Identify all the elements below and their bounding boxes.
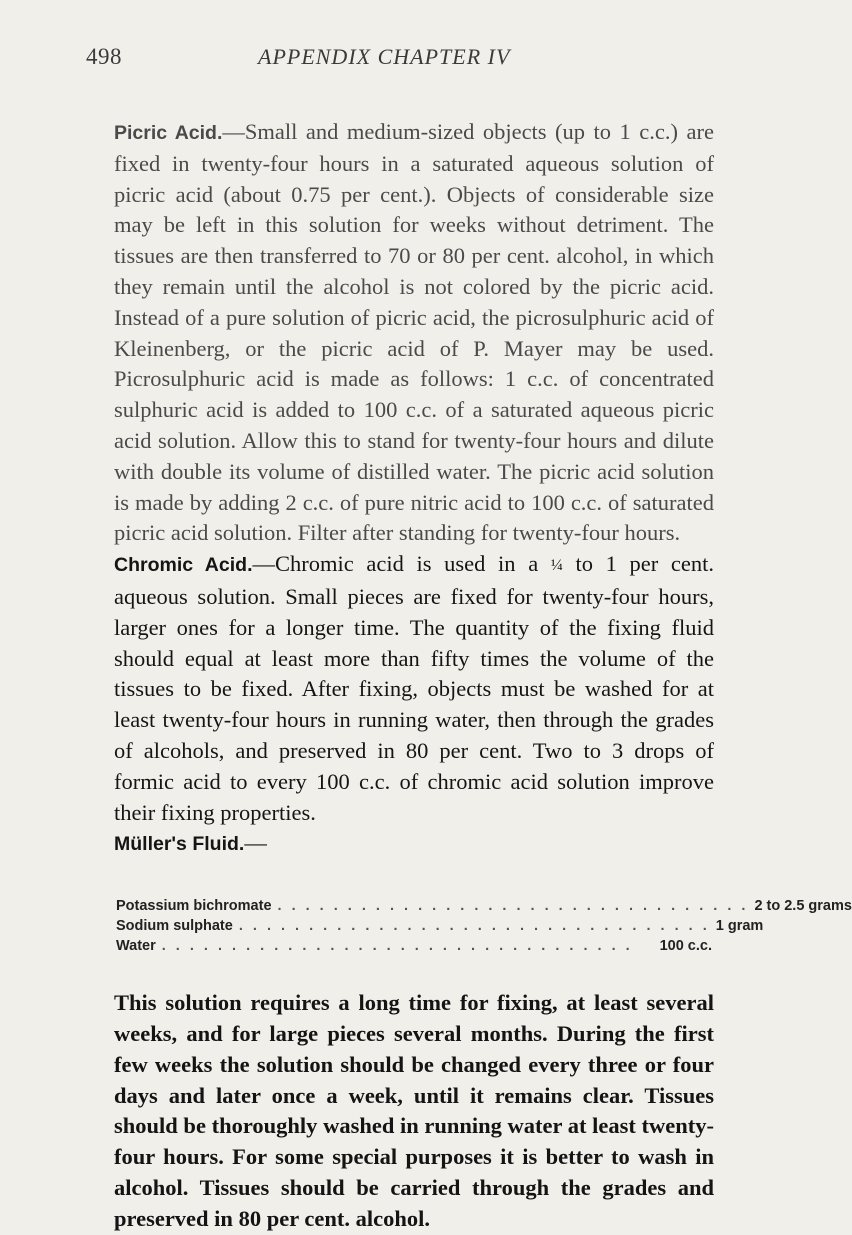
leader-dots: . . . . . . . . . . . . . . . . . . . . . . . . . . . . . . . . . . bbox=[161, 938, 633, 955]
formula-ingredient: Water bbox=[116, 938, 156, 955]
paragraph-closing: This solution requires a long time for fixing, at least several weeks, and for large pieces several months. During the first few weeks the solution should be changed every three or four days and later once a week, until it remains clear. Tissues should be thoroughly washed in running water at least twenty-four hours. For some special purposes it is better to wash in alcohol. Tissues should be carried through the grades and preserved in 80 per cent. alcohol. bbox=[114, 990, 714, 1231]
running-head: APPENDIX CHAPTER IV bbox=[258, 44, 511, 69]
text-muller-fluid: — bbox=[244, 830, 267, 856]
formula-amount: 1 gram bbox=[715, 918, 764, 935]
text-chromic-acid-rest: to 1 per cent. aqueous solution. Small pieces are fixed for twenty-four hours, larger ones for a longer time. The quantity of the fixing fluid should equal at least more than fifty times the volume of the tissues to be fixed. After fixing, objects must be washed for at least twenty-four hours in running water, then through the grades of alcohols, and preserved in 80 per cent. Two to 3 drops of formic acid to every 100 c.c. of chromic acid solution improve their fixing properties. bbox=[114, 551, 715, 825]
formula-row bbox=[116, 938, 712, 958]
body-text bbox=[114, 117, 852, 1235]
formula-amount: 2 to 2.5 grams bbox=[754, 898, 852, 915]
formula-row bbox=[116, 898, 852, 918]
formula-row bbox=[116, 918, 764, 938]
fraction-quarter: ¼ bbox=[550, 557, 563, 575]
leader-dots: . . . . . . . . . . . . . . . . . . . . . . . . . . . . . . . . . . bbox=[277, 898, 749, 915]
text-chromic-acid-start: —Chromic acid is used in a bbox=[252, 551, 551, 577]
paragraph-picric-acid bbox=[114, 117, 714, 549]
leader-dots: . . . . . . . . . . . . . . . . . . . . . . . . . . . . . . . . . . bbox=[238, 918, 710, 935]
heading-chromic-acid: Chromic Acid. bbox=[114, 554, 253, 577]
paragraph-muller-fluid bbox=[114, 828, 714, 860]
formula-ingredient: Sodium sulphate bbox=[116, 918, 233, 935]
page-header bbox=[0, 44, 801, 74]
paragraph-chromic-acid bbox=[114, 549, 714, 828]
formula-table bbox=[116, 898, 852, 958]
heading-picric-acid: Picric Acid. bbox=[114, 122, 223, 144]
formula-amount: 100 c.c. bbox=[659, 938, 712, 955]
heading-muller-fluid: Müller's Fluid. bbox=[114, 833, 245, 856]
formula-ingredient: Potassium bichromate bbox=[116, 898, 272, 915]
page-number: 498 bbox=[86, 44, 122, 69]
text-picric-acid: —Small and medium-sized objects (up to 1 c.c.) are fixed in twenty-four hours in a saturated aqueous solution of picric acid (about 0.75 per cent.). Objects of considerable size may be left in this solution for weeks without detriment. The tissues are then transferred to 70 or 80 per cent. alcohol, in which they remain until the alcohol is not colored by the picric acid. Instead of a pure solution of picric acid, the picrosulphuric acid of Kleinenberg, or the picric acid of P. Mayer may be used. Picrosulphuric acid is made as follows: 1 c.c. of concentrated sulphuric acid is added to 100 c.c. of a saturated aqueous picric acid solution. Allow this to stand for twenty-four hours and dilute with double its volume of distilled water. The picric acid solution is made by adding 2 c.c. of pure nitric acid to 100 c.c. of saturated picric acid solution. Filter after standing for twenty-four hours. bbox=[114, 119, 714, 546]
